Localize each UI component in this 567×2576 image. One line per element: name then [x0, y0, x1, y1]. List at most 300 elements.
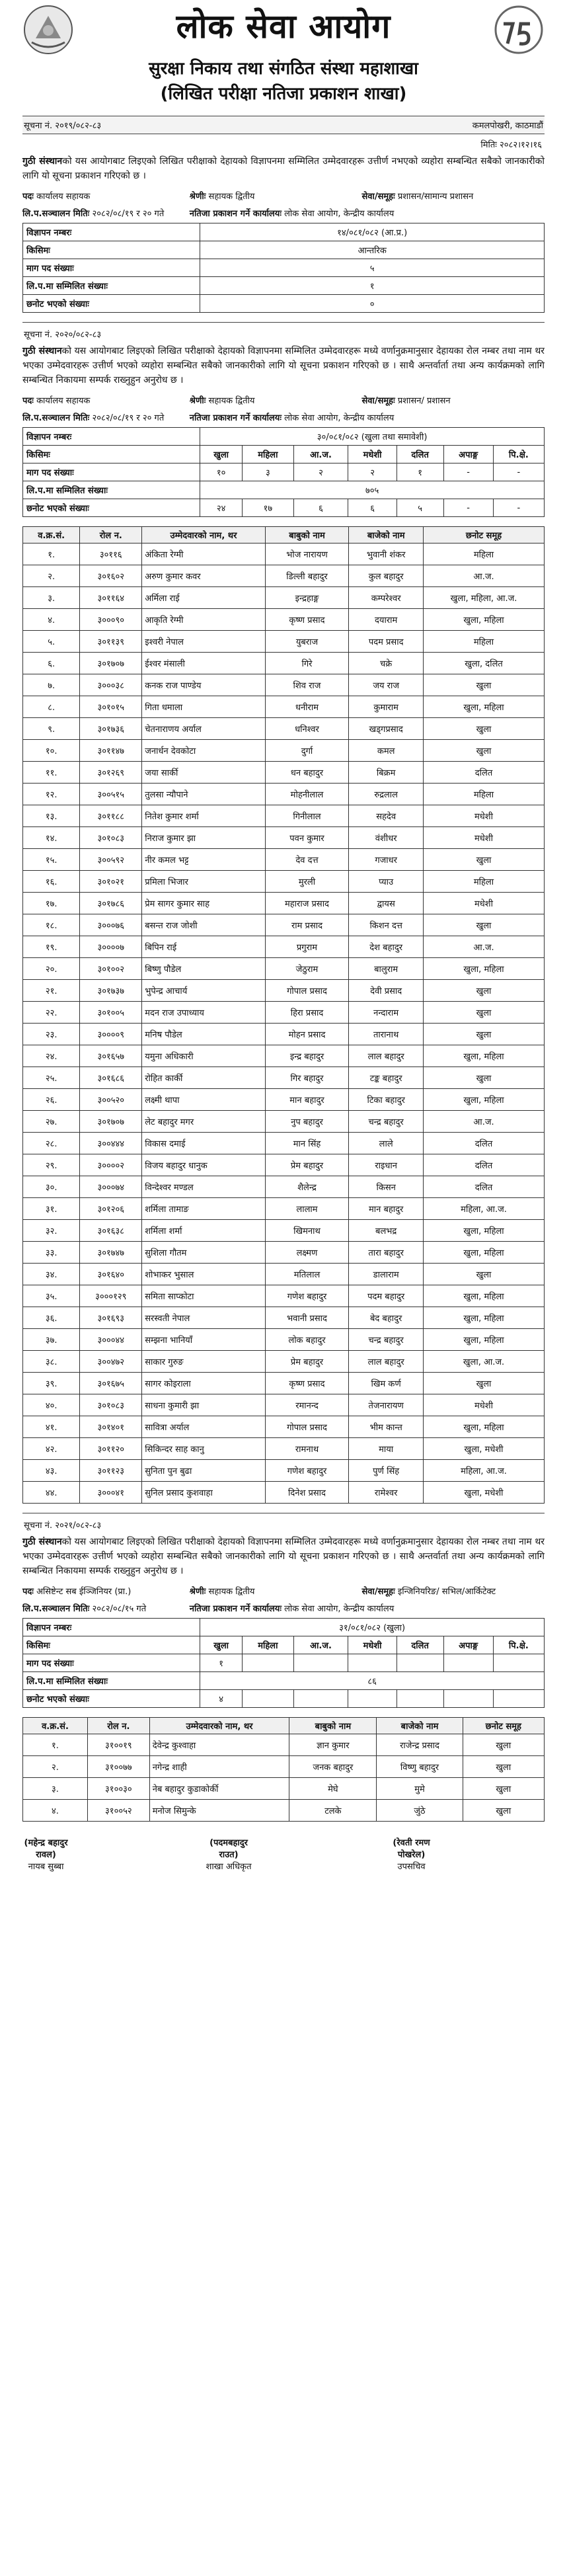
- table-cell: राम प्रसाद: [265, 914, 349, 936]
- table-row: [23, 543, 545, 565]
- table-cell: खुला, आ.ज.: [424, 1351, 545, 1373]
- table-cell: ३०११२०: [80, 1438, 142, 1460]
- table-cell: खुला: [463, 1778, 544, 1800]
- selected-count: १७: [243, 499, 294, 517]
- table-row: [23, 1264, 545, 1285]
- table-row: [23, 1482, 545, 1504]
- table-cell: कम्परेश्वर: [349, 587, 424, 609]
- table-cell: कमल: [349, 740, 424, 762]
- table-cell: महिला: [424, 871, 545, 893]
- table-row: [23, 1242, 545, 1264]
- demand-count: -: [493, 463, 544, 481]
- table-row: [23, 1045, 545, 1067]
- table-cell: ३०१६५७: [80, 1045, 142, 1067]
- table-row: [23, 784, 545, 805]
- column-header: बाजेको नाम: [377, 1718, 463, 1734]
- table-cell: १४.: [23, 827, 80, 849]
- table-cell: आ.ज.: [424, 936, 545, 958]
- table-row: [23, 1394, 545, 1416]
- table-cell: ३०००९०: [80, 609, 142, 631]
- table-cell: आकृति रेग्मी: [142, 609, 265, 631]
- notice2-org: गुठी संस्थान: [22, 346, 62, 356]
- header: [22, 0, 545, 116]
- summary-row: [23, 277, 545, 295]
- signatory-name: (महेन्द्र बहादुर रावल): [24, 1838, 68, 1860]
- column-header: व.क्र.सं.: [23, 1718, 88, 1734]
- demand-count: [493, 1654, 544, 1672]
- table-cell: ३०११३९: [80, 631, 142, 653]
- post-label: पदः: [22, 396, 34, 406]
- table-cell: खुला, महिला: [424, 1089, 545, 1111]
- category-header: दलित: [397, 1636, 443, 1654]
- table-cell: गिरे: [265, 653, 349, 674]
- table-cell: ३०१००५: [80, 1002, 142, 1024]
- written-date-label: लि.प.सञ्चालन मितिः: [22, 413, 90, 423]
- table-cell: टलके: [289, 1800, 377, 1822]
- table-cell: खुला: [424, 914, 545, 936]
- table-cell: ३०१०१५: [80, 696, 142, 718]
- category-header: अपाङ्ग: [443, 1636, 493, 1654]
- table-cell: २३.: [23, 1024, 80, 1045]
- table-cell: नुप बहादुर: [265, 1111, 349, 1133]
- table-cell: चेतनाराणय अर्याल: [142, 718, 265, 740]
- table-row: [23, 587, 545, 609]
- selected-count: २४: [200, 499, 243, 517]
- table-row: [23, 1416, 545, 1438]
- table-cell: प्रेम सागर कुमार साह: [142, 893, 265, 914]
- summary-key: लि.प.मा सम्मिलित संख्याः: [23, 277, 200, 295]
- table-cell: इन्द्र बहादुर: [265, 1045, 349, 1067]
- table-cell: चन्द्र बहादुर: [349, 1329, 424, 1351]
- table-cell: ३६.: [23, 1307, 80, 1329]
- table-cell: मुरली: [265, 871, 349, 893]
- table-cell: ३००४७२: [80, 1351, 142, 1373]
- office-label: नतिजा प्रकाशन गर्ने कार्यालयः: [189, 209, 282, 219]
- table-cell: देवी प्रसाद: [349, 980, 424, 1002]
- summary-key: किसिमः: [23, 446, 200, 463]
- written-date-value: २०८२/०८/१९ र २० गते: [92, 413, 165, 423]
- table-cell: धनीराम: [265, 696, 349, 718]
- category-header: खुला: [200, 446, 243, 463]
- table-cell: महिला: [424, 543, 545, 565]
- table-cell: मधेशी: [424, 805, 545, 827]
- table-cell: मनिष पौडेल: [142, 1024, 265, 1045]
- table-cell: सागर कोइराला: [142, 1373, 265, 1394]
- column-header: छनोट समूह: [424, 527, 545, 543]
- table-cell: सम्झना भानियाँ: [142, 1329, 265, 1351]
- table-cell: टङ्क बहादुर: [349, 1067, 424, 1089]
- category-header: मधेशी: [348, 446, 397, 463]
- table-cell: ३०११६: [80, 543, 142, 565]
- table-cell: लालाम: [265, 1198, 349, 1220]
- table-cell: भुपेन्द्र आचार्य: [142, 980, 265, 1002]
- post-value: कार्यालय सहायक: [36, 396, 91, 406]
- demand-count: [348, 1654, 397, 1672]
- table-cell: जनार्धन देवकोटा: [142, 740, 265, 762]
- category-header: मधेशी: [348, 1636, 397, 1654]
- table-row: [23, 1460, 545, 1482]
- category-header: खुला: [200, 1636, 243, 1654]
- written-date-label: लि.प.सञ्चालन मितिः: [22, 1604, 90, 1614]
- summary-key: छनोट भएको संख्याः: [23, 295, 200, 313]
- org-title: लोक सेवा आयोग: [176, 7, 391, 46]
- demand-count: १: [397, 463, 443, 481]
- office-place: कमलपोखरी, काठमाडौं: [472, 121, 543, 131]
- signature-3: [388, 1836, 545, 1872]
- table-cell: लक्ष्मी थापा: [142, 1089, 265, 1111]
- table-cell: दयाराम: [349, 609, 424, 631]
- notice2-results-table: [22, 526, 545, 1504]
- demand-count: १०: [200, 463, 243, 481]
- table-cell: प्रेम बहादुर: [265, 1154, 349, 1176]
- notice3-results-table: [22, 1717, 545, 1822]
- table-cell: खुला: [463, 1734, 544, 1756]
- table-cell: सुनिता पुन बुढा: [142, 1460, 265, 1482]
- summary-row: [23, 241, 545, 259]
- table-cell: लक्ष्मण: [265, 1242, 349, 1264]
- class-value: सहायक द्वितीय: [208, 1587, 255, 1597]
- table-cell: खुला: [424, 1373, 545, 1394]
- table-cell: बिपिन राई: [142, 936, 265, 958]
- table-cell: शर्मिला तामाङ: [142, 1198, 265, 1220]
- table-cell: खुला: [424, 1264, 545, 1285]
- table-cell: ज्ञान कुमार: [289, 1734, 377, 1756]
- post-value: असिष्टेन्ट सब ईञ्जिनियर (प्रा.): [36, 1587, 132, 1597]
- summary-key: माग पद संख्याः: [23, 259, 200, 277]
- table-cell: ३२.: [23, 1220, 80, 1242]
- summary-row: [23, 223, 545, 241]
- table-cell: ३००००९: [80, 1024, 142, 1045]
- table-cell: प्याउ: [349, 871, 424, 893]
- table-cell: ३१.: [23, 1198, 80, 1220]
- table-cell: कनक राज पाण्डेय: [142, 674, 265, 696]
- table-cell: मदन राज उपाध्याय: [142, 1002, 265, 1024]
- summary-row: [23, 1690, 545, 1708]
- table-cell: डिल्ली बहादुर: [265, 565, 349, 587]
- table-cell: अरुण कुमार कवर: [142, 565, 265, 587]
- category-header: आ.ज.: [293, 446, 348, 463]
- table-row: [23, 1373, 545, 1394]
- table-cell: ३१००३०: [87, 1778, 149, 1800]
- table-cell: १२.: [23, 784, 80, 805]
- notice2-meta: [22, 394, 545, 423]
- notice2-ref: सूचना नं. २०२०/०८२-८३: [24, 330, 102, 340]
- table-cell: खुला, महिला: [424, 1416, 545, 1438]
- table-cell: किशन दत्त: [349, 914, 424, 936]
- post-label: पदः: [22, 192, 34, 202]
- table-row: [23, 631, 545, 653]
- table-cell: प्रमिला भिजार: [142, 871, 265, 893]
- table-row: [23, 1307, 545, 1329]
- table-cell: ३१००१९: [87, 1734, 149, 1756]
- table-cell: खुला, महिला: [424, 1045, 545, 1067]
- table-row: [23, 609, 545, 631]
- table-cell: इश्वरी नेपाल: [142, 631, 265, 653]
- summary-value: १: [200, 277, 545, 295]
- category-header: पि.क्षे.: [493, 1636, 544, 1654]
- table-cell: ३०१७३६: [80, 718, 142, 740]
- table-cell: ५.: [23, 631, 80, 653]
- table-cell: ४.: [23, 609, 80, 631]
- table-cell: २.: [23, 1756, 88, 1778]
- table-cell: ८.: [23, 696, 80, 718]
- table-cell: सुशिला गौतम: [142, 1242, 265, 1264]
- category-header: महिला: [243, 1636, 294, 1654]
- office-label: नतिजा प्रकाशन गर्ने कार्यालयः: [189, 1604, 282, 1614]
- table-cell: १.: [23, 1734, 88, 1756]
- signature-2: [206, 1836, 362, 1872]
- column-header: छनोट समूह: [463, 1718, 544, 1734]
- table-cell: रुद्रलाल: [349, 784, 424, 805]
- table-cell: खुला, महिला: [424, 1307, 545, 1329]
- table-cell: १.: [23, 543, 80, 565]
- table-cell: खुला, महिला: [424, 1242, 545, 1264]
- table-cell: निराज कुमार झा: [142, 827, 265, 849]
- summary-value: ७०५: [200, 481, 545, 499]
- table-row: [23, 1198, 545, 1220]
- table-cell: २०.: [23, 958, 80, 980]
- table-cell: प्रेम बहादुर: [265, 1351, 349, 1373]
- signatory-name: (पदमबहादुर राउत): [209, 1838, 248, 1860]
- table-cell: ७.: [23, 674, 80, 696]
- table-cell: ईश्वर मंसाली: [142, 653, 265, 674]
- category-header: पि.क्षे.: [493, 446, 544, 463]
- notice3-summary-table: [22, 1618, 545, 1708]
- summary-row: [23, 259, 545, 277]
- table-cell: ३०००७६: [80, 914, 142, 936]
- notice1-org: गुठी संस्थान: [22, 156, 63, 167]
- table-cell: गजाधर: [349, 849, 424, 871]
- table-cell: नितेश कुमार शर्मा: [142, 805, 265, 827]
- service-value: इन्जिनियरिङ/ सभिल/आर्किटेक्ट: [397, 1587, 496, 1597]
- table-cell: मतिलाल: [265, 1264, 349, 1285]
- summary-key: विज्ञापन नम्बरः: [23, 1619, 200, 1636]
- table-cell: युबराज: [265, 631, 349, 653]
- table-cell: खिम कर्ण: [349, 1373, 424, 1394]
- notice3-text: को यस आयोगबाट लिइएको लिखित परीक्षाको देहायको विज्ञापनमा सम्मिलित उम्मेदवारहरू मध्ये वर्णानुक्रमानुसार देहायका रोल नम्बर तथा नाम थर भएका उम्मेदवारहरू उत्तीर्ण भएको व्यहोरा सम्बन्धित सबैको जानकारीको लागि यो सूचना प्रकाशन गरिएको छ । साथै अन्तर्वार्ता तथा अन्य कार्यक्रमको लागि सम्बन्धित निकायमा सम्पर्क राख्नुहुन अनुरोध छ ।: [22, 1537, 545, 1576]
- selected-count: ६: [293, 499, 348, 517]
- table-cell: खुला: [424, 674, 545, 696]
- table-cell: सुनिल प्रसाद कुशवाहा: [142, 1482, 265, 1504]
- table-cell: बिष्णु पौडेल: [142, 958, 265, 980]
- table-cell: देश बहादुर: [349, 936, 424, 958]
- table-cell: मान बहादुर: [265, 1089, 349, 1111]
- table-cell: हिरा प्रसाद: [265, 1002, 349, 1024]
- table-cell: १९.: [23, 936, 80, 958]
- table-cell: विन्देश्वर मण्डल: [142, 1176, 265, 1198]
- table-cell: विष्णु बहादुर: [377, 1756, 463, 1778]
- table-cell: १०.: [23, 740, 80, 762]
- table-cell: ३०११४७: [80, 740, 142, 762]
- table-cell: अंकिता रेग्मी: [142, 543, 265, 565]
- table-cell: २.: [23, 565, 80, 587]
- table-cell: १५.: [23, 849, 80, 871]
- table-cell: ३०१०२१: [80, 871, 142, 893]
- table-row: [23, 1220, 545, 1242]
- demand-count: -: [443, 463, 493, 481]
- table-cell: खुला: [424, 1002, 545, 1024]
- notice3-body: [22, 1535, 545, 1578]
- table-row: [23, 1329, 545, 1351]
- notice1-text: को यस आयोगबाट लिइएको लिखित परीक्षाको देहायको विज्ञापनमा सम्मिलित उम्मेदवारहरू उत्तीर्ण नभएको व्यहोरा सम्बन्धित सबैको जानकारीको लागि यो सूचना प्रकाशन गरिएको छ ।: [22, 156, 545, 181]
- table-cell: खुला: [424, 849, 545, 871]
- table-cell: बालुराम: [349, 958, 424, 980]
- notice3-meta: [22, 1585, 545, 1614]
- table-cell: साधना कुमारी झा: [142, 1394, 265, 1416]
- table-cell: ३०१७०७: [80, 653, 142, 674]
- table-cell: ४.: [23, 1800, 88, 1822]
- table-cell: ३.: [23, 1778, 88, 1800]
- table-cell: किसन: [349, 1176, 424, 1198]
- table-cell: लाल बहादुर: [349, 1351, 424, 1373]
- summary-key: माग पद संख्याः: [23, 1654, 200, 1672]
- summary-key: लि.प.मा सम्मिलित संख्याः: [23, 1672, 200, 1690]
- table-cell: ३१००७७: [87, 1756, 149, 1778]
- office-value: लोक सेवा आयोग, केन्द्रीय कार्यालय: [284, 1604, 395, 1614]
- table-row: [23, 1351, 545, 1373]
- demand-count: २: [293, 463, 348, 481]
- summary-row: [23, 1672, 545, 1690]
- class-label: श्रेणीः: [189, 396, 206, 406]
- table-cell: ३०१७४७: [80, 1242, 142, 1264]
- table-cell: महाराज प्रसाद: [265, 893, 349, 914]
- table-cell: जय राज: [349, 674, 424, 696]
- table-cell: ४३.: [23, 1460, 80, 1482]
- table-cell: तुलसा न्यौपाने: [142, 784, 265, 805]
- demand-count: २: [348, 463, 397, 481]
- column-header: उम्मेदवारको नाम, थर: [142, 527, 265, 543]
- table-cell: कुल बहादुर: [349, 565, 424, 587]
- table-cell: ३००००७: [80, 936, 142, 958]
- table-cell: कृष्ण प्रसाद: [265, 609, 349, 631]
- table-cell: खुला: [424, 1067, 545, 1089]
- category-header: दलित: [397, 446, 443, 463]
- table-row: [23, 762, 545, 784]
- table-row: [23, 1285, 545, 1307]
- table-cell: डालाराम: [349, 1264, 424, 1285]
- column-header: रोल न.: [87, 1718, 149, 1734]
- table-cell: जुंठे: [377, 1800, 463, 1822]
- table-cell: ३०१६७५: [80, 1373, 142, 1394]
- selected-count: -: [443, 499, 493, 517]
- demand-count: [243, 1654, 294, 1672]
- column-header: बाबुको नाम: [265, 527, 349, 543]
- table-cell: खुला, महिला: [424, 1220, 545, 1242]
- written-date-value: २०८२/०८/१५ गते: [92, 1604, 147, 1614]
- summary-value: ३०/०८१/०८२ (खुला तथा समावेशी): [200, 428, 545, 446]
- table-cell: ३०००४४: [80, 1329, 142, 1351]
- table-cell: तेजनारायण: [349, 1394, 424, 1416]
- table-cell: कुमाराम: [349, 696, 424, 718]
- table-cell: मान सिंह: [265, 1133, 349, 1154]
- table-cell: तारानाथ: [349, 1024, 424, 1045]
- notice3-org: गुठी संस्थान: [22, 1537, 62, 1547]
- summary-key: विज्ञापन नम्बरः: [23, 223, 200, 241]
- table-cell: खुला, महिला: [424, 609, 545, 631]
- summary-value: ८६: [200, 1672, 545, 1690]
- column-header: बाजेको नाम: [349, 527, 424, 543]
- notice2-summary-table: [22, 427, 545, 517]
- table-row: [23, 718, 545, 740]
- table-cell: २८.: [23, 1133, 80, 1154]
- post-label: पदः: [22, 1587, 34, 1597]
- notice3-ref: सूचना नं. २०२१/०८२-८३: [24, 1521, 102, 1531]
- table-row: [23, 1176, 545, 1198]
- table-cell: मुमे: [377, 1778, 463, 1800]
- column-header: बाबुको नाम: [289, 1718, 377, 1734]
- table-cell: ३०१७०७: [80, 1111, 142, 1133]
- table-cell: गिनीलाल: [265, 805, 349, 827]
- table-cell: मेघे: [289, 1778, 377, 1800]
- summary-key: किसिमः: [23, 1636, 200, 1654]
- table-cell: लेट बहादुर मगर: [142, 1111, 265, 1133]
- table-cell: भोज नारायण: [265, 543, 349, 565]
- table-cell: ३००००२: [80, 1154, 142, 1176]
- table-cell: धन बहादुर: [265, 762, 349, 784]
- table-cell: पदम प्रसाद: [349, 631, 424, 653]
- office-value: लोक सेवा आयोग, केन्द्रीय कार्यालय: [284, 413, 395, 423]
- table-cell: महिला: [424, 784, 545, 805]
- table-cell: ३४.: [23, 1264, 80, 1285]
- table-cell: मान बहादुर: [349, 1198, 424, 1220]
- table-cell: शिव राज: [265, 674, 349, 696]
- summary-key: लि.प.मा सम्मिलित संख्याः: [23, 481, 200, 499]
- table-cell: नीर कमल भट्ट: [142, 849, 265, 871]
- table-cell: माया: [349, 1438, 424, 1460]
- notice2-body: [22, 344, 545, 387]
- table-cell: ३७.: [23, 1329, 80, 1351]
- table-cell: गोपाल प्रसाद: [265, 980, 349, 1002]
- table-cell: खुला, दलित: [424, 653, 545, 674]
- table-row: [23, 1067, 545, 1089]
- table-cell: देव दत्त: [265, 849, 349, 871]
- selected-count: ५: [397, 499, 443, 517]
- office-value: लोक सेवा आयोग, केन्द्रीय कार्यालय: [284, 209, 395, 219]
- table-cell: नन्दाराम: [349, 1002, 424, 1024]
- summary-value: ३१/०८१/०८२ (खुला): [200, 1619, 545, 1636]
- selected-count: [397, 1690, 443, 1708]
- summary-row: [23, 463, 545, 481]
- notice1-meta: [22, 190, 545, 219]
- table-cell: पवन कुमार: [265, 827, 349, 849]
- table-cell: टिका बहादुर: [349, 1089, 424, 1111]
- table-cell: रमानन्द: [265, 1394, 349, 1416]
- notice-date: मितिः २०८२।१२।१६: [480, 140, 542, 150]
- table-cell: ४१.: [23, 1416, 80, 1438]
- 75-anniversary-logo-icon: [493, 4, 545, 56]
- table-cell: पदम बहादुर: [349, 1285, 424, 1307]
- summary-value: १४/०८१/०८२ (आ.प्र.): [200, 223, 545, 241]
- signatory-name: (रेवती रमण पोखरेल): [393, 1838, 430, 1860]
- table-cell: ४४.: [23, 1482, 80, 1504]
- table-cell: ३०१६०२: [80, 565, 142, 587]
- table-cell: अर्मिला राई: [142, 587, 265, 609]
- table-cell: ३०११६४: [80, 587, 142, 609]
- table-cell: बलभद्र: [349, 1220, 424, 1242]
- service-label: सेवा/समूहः: [361, 192, 395, 202]
- table-cell: खुला: [463, 1800, 544, 1822]
- table-row: [23, 653, 545, 674]
- table-row: [23, 1089, 545, 1111]
- selected-count: ६: [348, 499, 397, 517]
- summary-value: आन्तरिक: [200, 241, 545, 259]
- office-label: नतिजा प्रकाशन गर्ने कार्यालयः: [189, 413, 282, 423]
- table-cell: ३३.: [23, 1242, 80, 1264]
- demand-count: १: [200, 1654, 243, 1672]
- table-cell: खुला, महिला: [424, 958, 545, 980]
- table-cell: भुवानी शंकर: [349, 543, 424, 565]
- table-row: [23, 958, 545, 980]
